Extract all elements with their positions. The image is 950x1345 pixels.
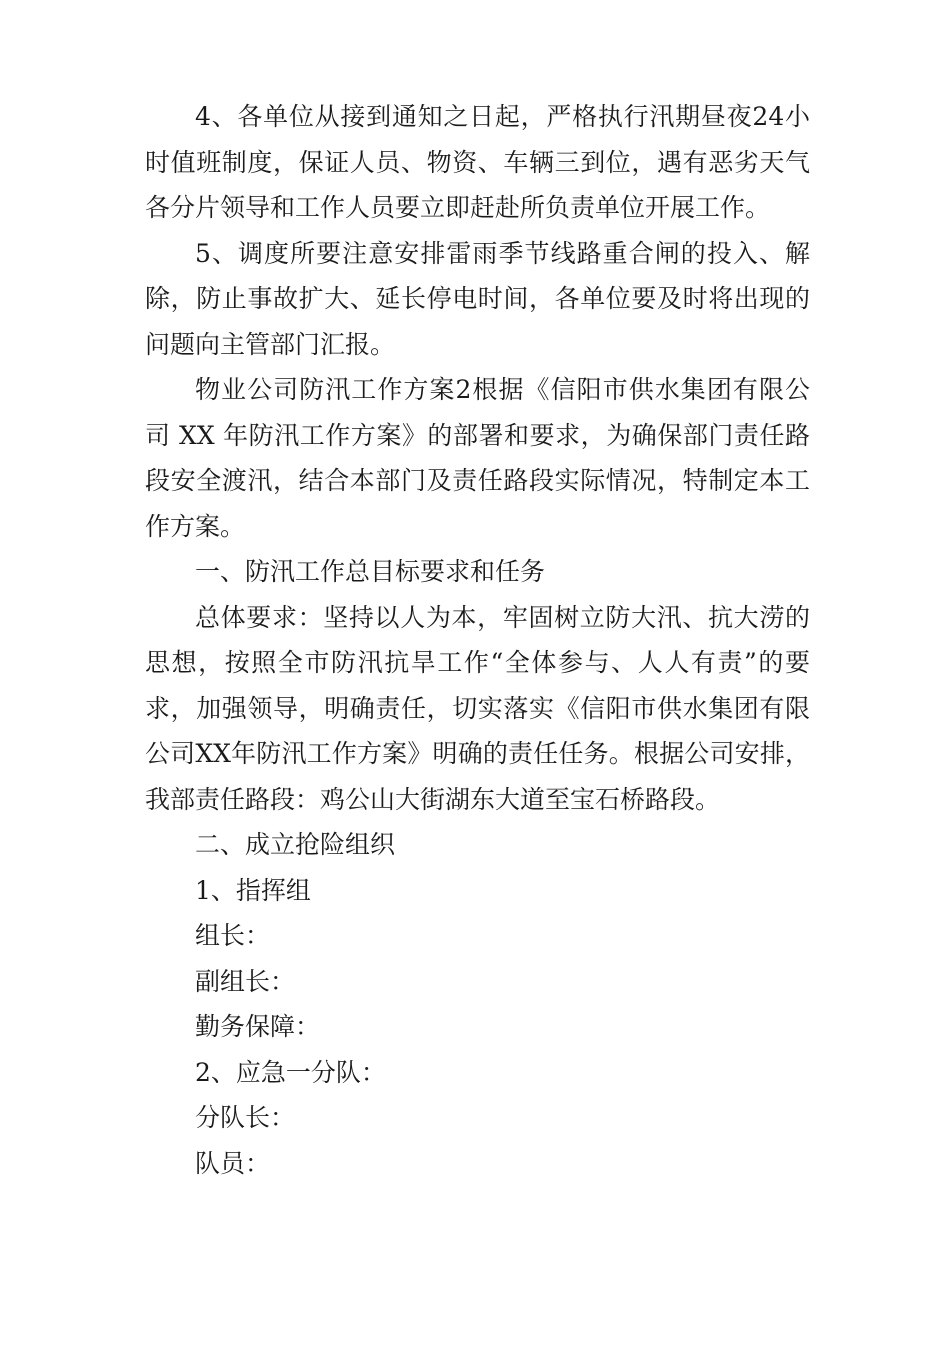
document-body — [145, 94, 810, 1186]
paragraph-5-line-2: 除，防止事故扩大、延长停电时间，各单位要及时将出现的 — [145, 284, 810, 313]
intro-line-2: 司 XX 年防汛工作方案》的部署和要求，为确保部门责任路 — [145, 420, 810, 450]
field-leader: 组长： — [195, 921, 271, 950]
intro-line-1: 物业公司防汛工作方案2根据《信阳市供水集团有限公 — [195, 375, 810, 404]
item-command-group: 1、指挥组 — [195, 875, 311, 905]
requirements-line-2: 思想，按照全市防汛抗旱工作“全体参与、人人有责”的要 — [145, 648, 810, 677]
requirements-line-3: 求，加强领导，明确责任，切实落实《信阳市供水集团有限 — [145, 693, 810, 723]
requirements-line-1: 总体要求：坚持以人为本，牢固树立防大汛、抗大涝的 — [195, 602, 810, 632]
paragraph-5-line-3: 问题向主管部门汇报。 — [145, 329, 396, 359]
section-heading-2: 二、成立抢险组织 — [195, 830, 396, 859]
field-team-members: 队员： — [195, 1148, 271, 1178]
paragraph-5-line-1: 5、调度所要注意安排雷雨季节线路重合闸的投入、解 — [195, 238, 810, 268]
requirements-line-4: 公司XX年防汛工作方案》明确的责任任务。根据公司安排， — [145, 739, 810, 768]
intro-line-4: 作方案。 — [145, 511, 246, 541]
item-emergency-team-1: 2、应急一分队： — [195, 1057, 386, 1087]
section-heading-1: 一、防汛工作总目标要求和任务 — [195, 557, 546, 586]
requirements-line-5: 我部责任路段：鸡公山大街湖东大道至宝石桥路段。 — [145, 784, 721, 814]
field-logistics: 勤务保障： — [195, 1012, 321, 1041]
field-team-leader: 分队长： — [195, 1103, 296, 1132]
intro-line-3: 段安全渡汛，结合本部门及责任路段实际情况，特制定本工 — [145, 466, 810, 495]
paragraph-4-line-2: 时值班制度，保证人员、物资、车辆三到位，遇有恶劣天气 — [145, 147, 810, 177]
paragraph-4-line-1: 4、各单位从接到通知之日起，严格执行汛期昼夜24小 — [195, 102, 810, 131]
paragraph-4-line-3: 各分片领导和工作人员要立即赶赴所负责单位开展工作。 — [145, 193, 771, 222]
field-deputy-leader: 副组长： — [195, 966, 296, 996]
